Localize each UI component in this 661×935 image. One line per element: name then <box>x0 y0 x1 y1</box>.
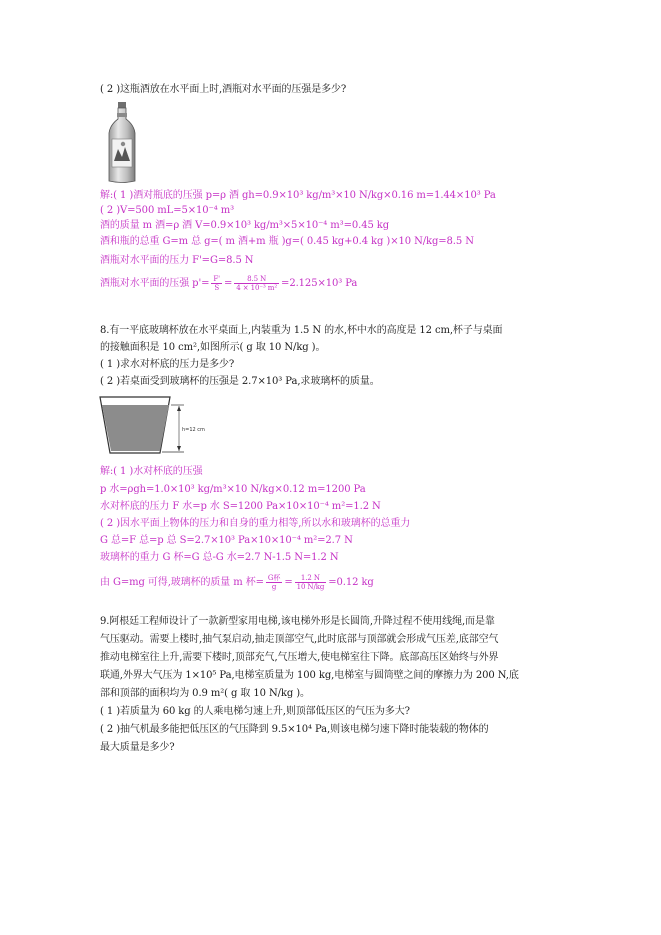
q8-mass-prefix: 由 G=mg 可得,玻璃杯的质量 m 杯= <box>100 577 264 588</box>
q9-stem-line-3: 推动电梯室往上升,需要下楼时,顶部充气,气压增大,使电梯室往下降。底部高压区始终与外界 <box>100 652 499 663</box>
q7-answer-line-5: 酒瓶对水平面的压力 F'=G=8.5 N <box>100 255 254 266</box>
q7-answer-line-4: 酒和瓶的总重 G=m 总 g=( m 酒+m 瓶 )g=( 0.45 kg+0.4 kg )×10 N/kg=8.5 N <box>100 236 474 247</box>
q9-stem-line-5: 部和顶部的面积均为 0.9 m²( g 取 10 N/kg )。 <box>100 688 310 699</box>
fraction-numerator: 8.5 N <box>234 275 279 284</box>
q8-answer-line-2: p 水=ρgh=1.0×10³ kg/m³×10 N/kg×0.12 m=1200 Pa <box>100 484 366 495</box>
q9-stem-line-1: 9.阿根廷工程师设计了一款新型家用电梯,该电梯外形是长圆筒,升降过程不使用线绳,而是靠 <box>100 616 495 627</box>
q8-answer-line-5: G 总=F 总=p 总 S=2.7×10³ Pa×10×10⁻⁴ m²=2.7 N <box>100 535 353 546</box>
q7-pressure-result: =2.125×10³ Pa <box>281 278 358 289</box>
q7-pressure-formula <box>100 275 357 292</box>
q8-stem-line-3: ( 1 )求水对杯底的压力是多少? <box>100 359 235 370</box>
q9-part1-question: ( 1 )若质量为 60 kg 的人乘电梯匀速上升,则顶部低压区的气压为多大? <box>100 706 410 717</box>
q8-stem-line-1: 8.有一平底玻璃杯放在水平桌面上,内装重为 1.5 N 的水,杯中水的高度是 12 cm,杯子与桌面 <box>100 325 503 336</box>
q9-stem-line-4: 联通,外界大气压为 1×10⁵ Pa,电梯室质量为 100 kg,电梯室与圆筒壁之间的摩擦力为 200 N,底 <box>100 670 519 681</box>
fraction-values <box>295 574 327 591</box>
q8-answer-line-6: 玻璃杯的重力 G 杯=G 总-G 水=2.7 N-1.5 N=1.2 N <box>100 552 339 563</box>
q8-answer-line-3: 水对杯底的压力 F 水=p 水 S=1200 Pa×10×10⁻⁴ m²=1.2 N <box>100 501 381 512</box>
fraction-denominator: 4 × 10⁻³ m² <box>236 284 278 292</box>
fraction-g-over-g <box>266 574 282 591</box>
q8-stem-line-2: 的接触面积是 10 cm²,如图所示( g 取 10 N/kg )。 <box>100 342 326 353</box>
q7-answer-line-2: ( 2 )V=500 mL=5×10⁻⁴ m³ <box>100 205 235 216</box>
glass-cup-diagram <box>98 395 205 455</box>
fraction-denominator: 10 N/kg <box>296 583 325 591</box>
fraction-numerator: G杯 <box>267 574 281 582</box>
wine-bottle-icon <box>104 101 140 183</box>
q9-part2-question-cont: 最大质量是多少? <box>100 742 175 753</box>
fraction-f-over-s <box>211 275 222 292</box>
q7-answer-line-1: 解:( 1 )酒对瓶底的压强 p=ρ 酒 gh=0.9×10³ kg/m³×10 N/kg×0.16 m=1.44×10³ Pa <box>100 190 496 201</box>
fraction-denominator: S <box>214 284 220 292</box>
fraction-numerator: 1.2 N <box>295 574 327 583</box>
q8-stem-line-4: ( 2 )若桌面受到玻璃杯的压强是 2.7×10³ Pa,求玻璃杯的质量。 <box>100 376 380 387</box>
q7-answer-line-3: 酒的质量 m 酒=ρ 酒 V=0.9×10³ kg/m³×5×10⁻⁴ m³=0.45 kg <box>100 220 390 231</box>
q8-answer-line-1: 解:( 1 )水对杯底的压强 <box>100 466 203 477</box>
q7-part2-question: ( 2 )这瓶酒放在水平面上时,酒瓶对水平面的压强是多少? <box>100 84 347 95</box>
q8-answer-line-4: ( 2 )因水平面上物体的压力和自身的重力相等,所以水和玻璃杯的总重力 <box>100 518 411 529</box>
fraction-numerator: F' <box>213 275 221 283</box>
equals-sign: = <box>224 278 233 289</box>
glass-height-label: h=12 cm <box>182 427 205 433</box>
fraction-values <box>234 275 279 292</box>
q8-mass-result: =0.12 kg <box>328 577 374 588</box>
fraction-denominator: g <box>271 583 277 591</box>
q7-pressure-prefix: 酒瓶对水平面的压强 p'= <box>100 278 210 289</box>
equals-sign: = <box>284 577 293 588</box>
q8-mass-formula <box>100 574 374 591</box>
q9-part2-question: ( 2 )抽气机最多能把低压区的气压降到 9.5×10⁴ Pa,则该电梯匀速下降时能装载的物体的 <box>100 724 489 735</box>
q9-stem-line-2: 气压驱动。需要上楼时,抽气泵启动,抽走顶部空气,此时底部与顶部就会形成气压差,底部空气 <box>100 634 499 645</box>
